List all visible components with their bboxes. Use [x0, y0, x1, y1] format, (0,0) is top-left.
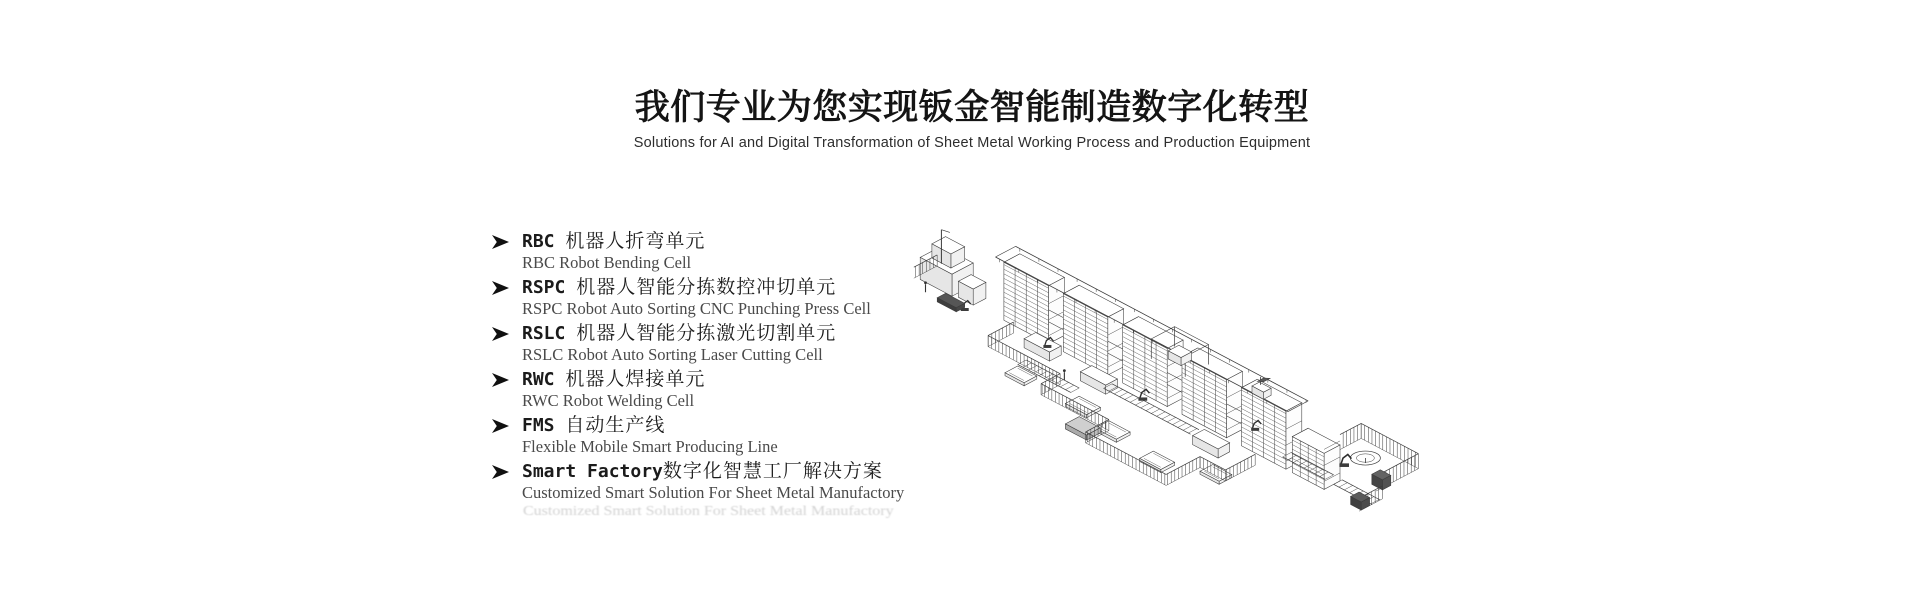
product-code: FMS: [522, 415, 566, 436]
arrow-bullet-icon: [492, 465, 509, 479]
banner-subtitle: Solutions for AI and Digital Transformation of Sheet Metal Working Process and Production Equipment: [633, 135, 1311, 152]
factory-illustration: [903, 226, 1420, 532]
product-label-zh: RSLC 机器人智能分拣激光切割单元: [522, 323, 837, 344]
product-list-item: [492, 415, 904, 457]
isometric-production-line-drawing: [903, 226, 1420, 532]
product-label-zh: RBC 机器人折弯单元: [522, 231, 706, 252]
product-code: RBC: [522, 231, 566, 252]
banner-heading: [622, 88, 1322, 151]
product-label-en: RSLC Robot Auto Sorting Laser Cutting Cell: [522, 345, 823, 364]
arrow-bullet-icon: [492, 373, 509, 387]
product-code: RSLC: [522, 323, 577, 344]
reflection-text: Customized Smart Solution For Sheet Metal Manufactory: [523, 504, 894, 519]
product-label-zh: Smart Factory数字化智慧工厂解决方案: [522, 461, 883, 482]
product-label-en: RBC Robot Bending Cell: [522, 253, 692, 272]
product-label-en: Customized Smart Solution For Sheet Metal Manufactory: [522, 483, 905, 502]
product-labels: [522, 415, 778, 457]
product-labels: [522, 277, 871, 319]
product-label-zh: RSPC 机器人智能分拣数控冲切单元: [522, 277, 837, 298]
product-labels: [522, 369, 705, 411]
product-list-item: [492, 277, 904, 319]
banner-title: 我们专业为您实现钣金智能制造数字化转型: [634, 88, 1310, 127]
product-list-item: [492, 231, 904, 273]
arrow-bullet-icon: [492, 327, 509, 341]
product-list-item: [492, 369, 904, 411]
product-label-zh: FMS 自动生产线: [522, 415, 666, 436]
product-list-item: [492, 461, 904, 503]
product-label-en: RSPC Robot Auto Sorting CNC Punching Press Cell: [522, 299, 871, 318]
arrow-bullet-icon: [492, 235, 509, 249]
product-list-item: [492, 323, 904, 365]
product-code: Smart Factory: [522, 461, 663, 482]
product-label-en: Flexible Mobile Smart Producing Line: [522, 437, 778, 456]
product-list: [492, 231, 904, 507]
product-labels: [522, 323, 836, 365]
product-labels: [522, 461, 904, 503]
product-labels: [522, 231, 705, 273]
product-label-zh: RWC 机器人焊接单元: [522, 369, 706, 390]
arrow-bullet-icon: [492, 419, 509, 433]
arrow-bullet-icon: [492, 281, 509, 295]
product-label-en: RWC Robot Welding Cell: [522, 391, 695, 410]
product-code: RWC: [522, 369, 566, 390]
product-code: RSPC: [522, 277, 577, 298]
